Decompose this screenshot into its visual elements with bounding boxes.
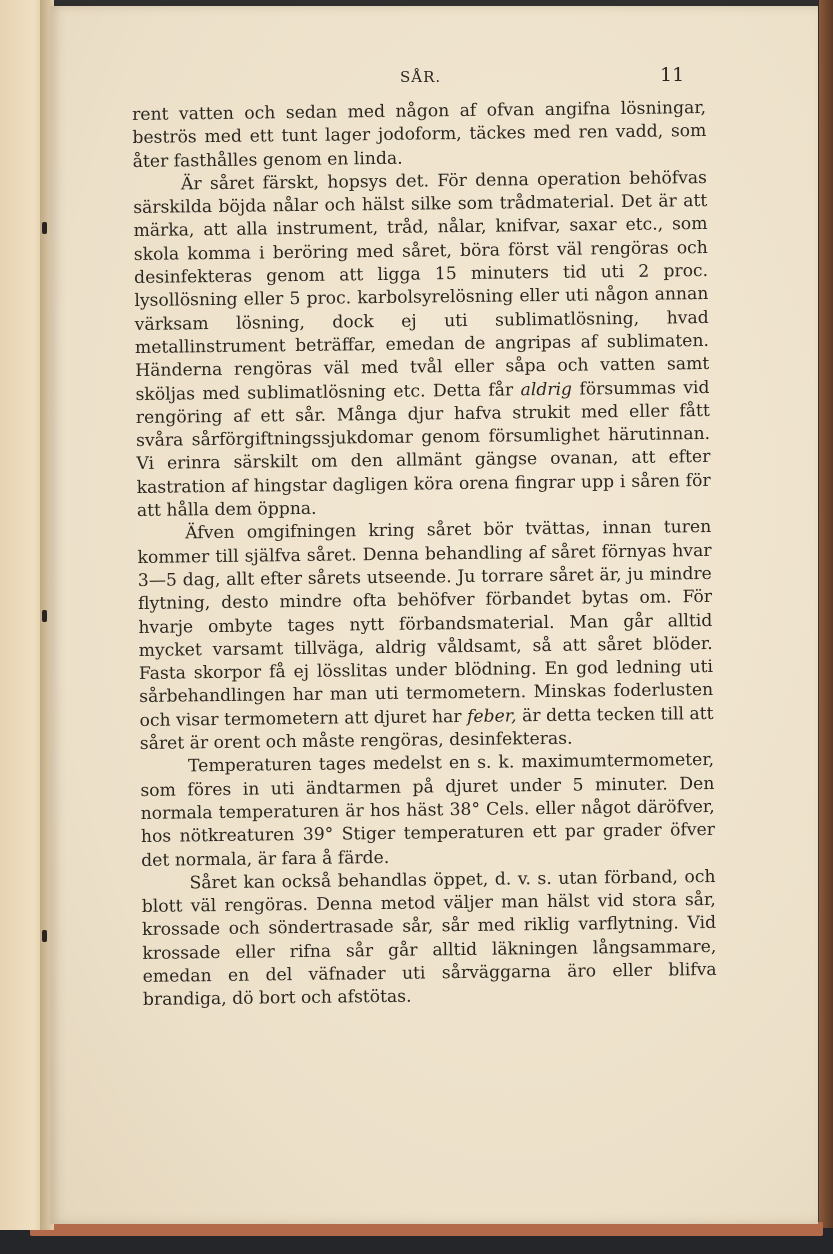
paragraph <box>132 97 707 174</box>
page-number: 11 <box>660 64 685 86</box>
emphasis-text: aldrig <box>520 379 573 400</box>
paragraph-text: Temperaturen tages medelst en s. k. maximumtermometer, som föres in uti ändtarmen på djuret under 5 minuter. Den normala temperaturen är hos häst 38° Cels. eller något däröfver, hos nötkreaturen 39° Stiger temperaturen ett par grader öfver det normala, är fara å färde. <box>140 750 716 871</box>
paragraph-text: Såret kan också behandlas öppet, d. v. s. utan förband, och blott väl rengöras. Denna metod väljer man hälst vid stora sår, krossade och söndertrasade sår, sår med riklig varflytning. Vid krossade eller rifna sår går alltid läkningen långsammare, emedan en del väfnader uti sårväggarna äro eller blifva brandiga, dö bort och afstötas. <box>141 866 717 1011</box>
running-head: SÅR. <box>400 68 442 86</box>
book-cover-edge-right <box>819 0 833 1254</box>
book-page <box>50 6 818 1224</box>
binding-stitch <box>42 930 47 942</box>
emphasis-text: feber, <box>466 706 517 727</box>
body-text <box>132 97 717 1013</box>
paragraph-text: är detta tecken till att såret är orent och måste rengöras, desinfekteras. <box>139 703 714 754</box>
paragraph-text: Äfven omgifningen kring såret bör tvättas, innan turen kommer till själfva såret. Denna behandling af såret förnyas hvar 3—5 dag, allt efter sårets utseende. Ju torrare såret är, ju mindre flytning, desto mindre ofta behöfver förbandet bytas om. För hvarje ombyte tages nytt förbandsmaterial. Man går alltid mycket varsamt tillväga, aldrig våldsamt, så att såret blöder. Fasta skorpor få ej lösslitas under blödning. En god ledning uti sårbehandlingen har man uti termometern. Minskas foderlusten och visar termometern att djuret har <box>137 517 714 731</box>
binding-stitch <box>42 222 47 234</box>
book-cover-edge-bottom <box>30 1222 823 1236</box>
paragraph-text: försummas vid rengöring af ett sår. Många djur hafva strukit med eller fått svåra sårförgiftningssjukdomar genom försumlighet härutinnan. Vi erinra särskilt om den allmänt gängse ovanan, att efter kastration af hingstar dagligen köra orena fingrar upp i såren för att hålla dem öppna. <box>135 377 711 522</box>
paragraph <box>137 516 714 756</box>
paragraph <box>141 866 717 1013</box>
paragraph-text: Är såret färskt, hopsys det. För denna operation behöfvas särskilda böjda nålar och hälst silke som trådmaterial. Det är att märka, att alla instrument, tråd, nålar, knifvar, saxar etc., som skola komma i beröring med såret, böra först väl rengöras och desinfekteras genom att ligga 15 minuters tid uti 2 proc. lysollösning eller 5 proc. karbolsyrelösning eller uti någon annan värksam lösning, dock ej uti sublimatlösning, hvad metallinstrument beträffar, emedan de angripas af sublimaten. Händerna rengöras väl med tvål eller såpa och vatten samt sköljas med sublimatlösning etc. Detta får <box>133 167 710 405</box>
paragraph-text: rent vatten och sedan med någon af ofvan angifna lösningar, beströs med ett tunt lager jodoform, täckes med ren vadd, som åter fasthålles genom en linda. <box>132 97 707 172</box>
binding-stitch <box>42 610 47 622</box>
paragraph <box>133 167 711 523</box>
paragraph <box>140 749 715 872</box>
